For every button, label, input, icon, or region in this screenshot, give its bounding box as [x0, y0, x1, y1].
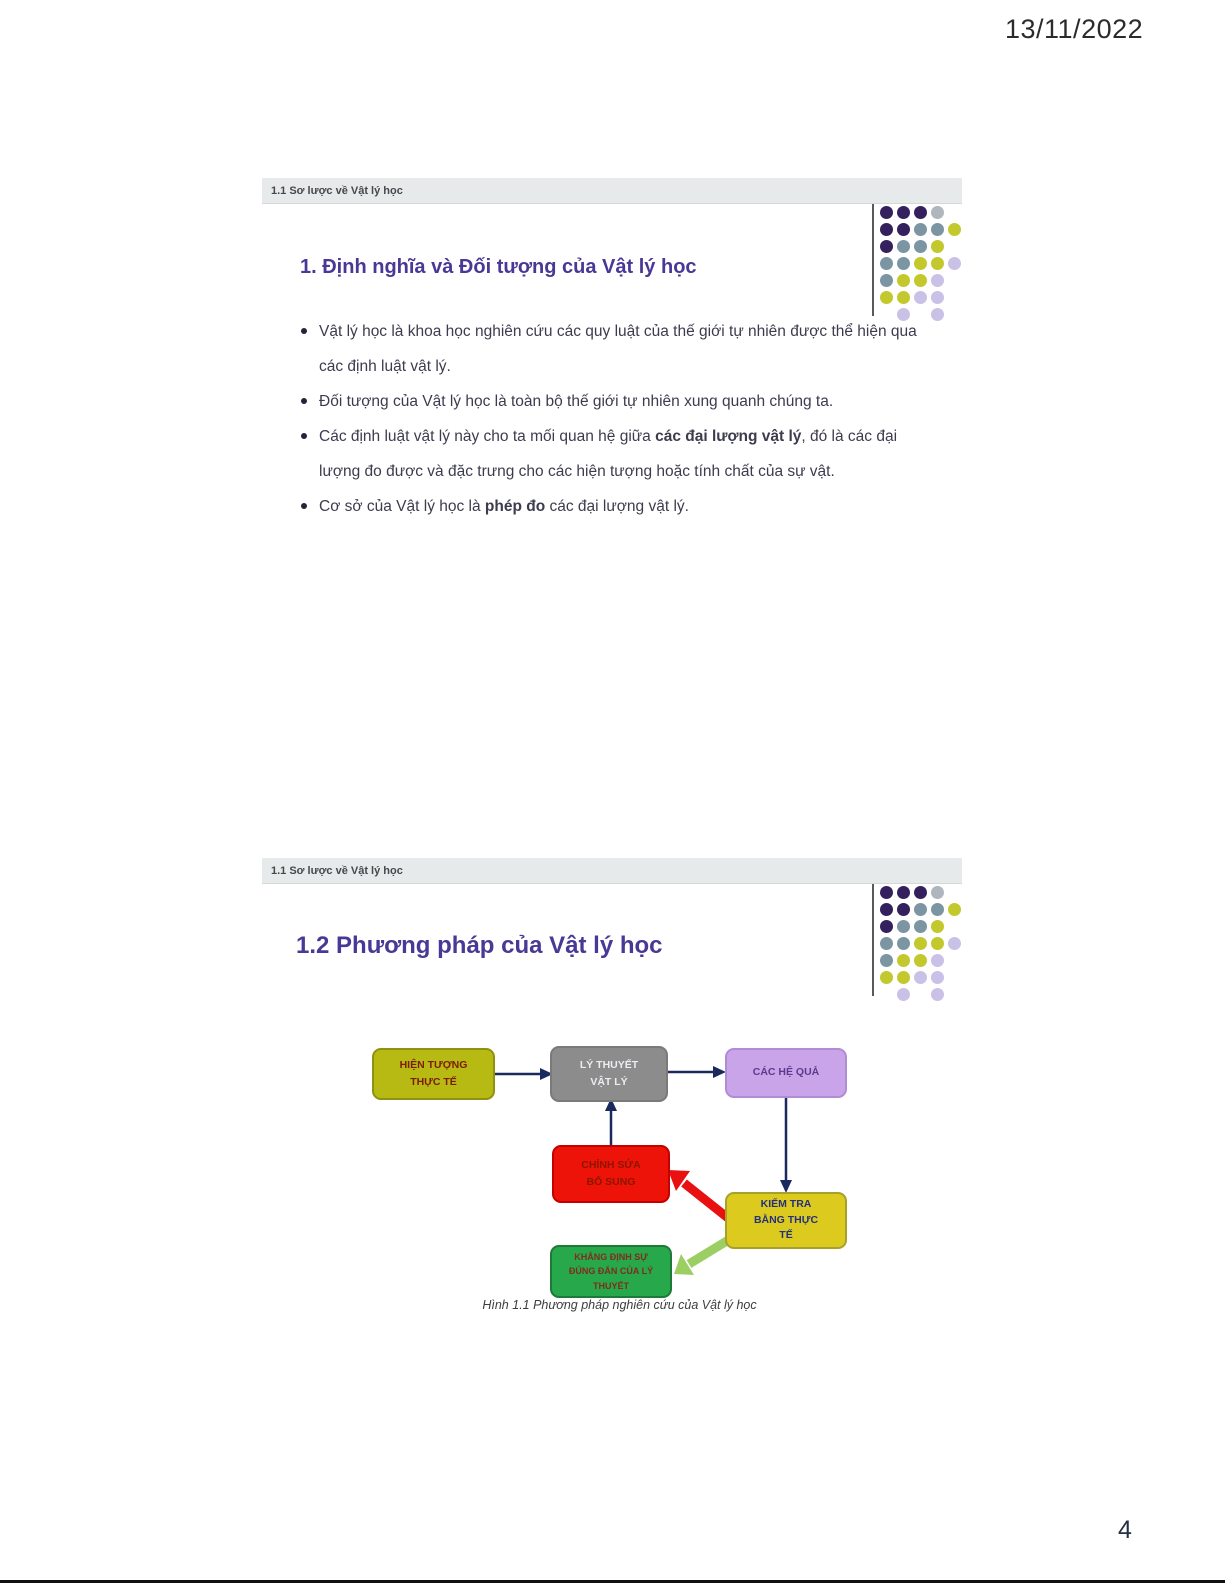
decoration-dot — [880, 206, 893, 219]
dot-grid — [880, 206, 965, 325]
decoration-dot — [897, 291, 910, 304]
decoration-dot — [914, 903, 927, 916]
decoration-dot — [931, 988, 944, 1001]
slide-1 — [262, 178, 962, 818]
slide-2-title: 1.2 Phương pháp của Vật lý học — [296, 932, 663, 959]
decoration-dot — [880, 223, 893, 236]
decoration-dot — [880, 954, 893, 967]
decoration-dot — [897, 937, 910, 950]
slide-1-header-text: 1.1 Sơ lược về Vật lý học — [271, 184, 403, 197]
decoration-dot — [948, 223, 961, 236]
bullet-marker — [301, 433, 307, 439]
decoration-dot — [931, 903, 944, 916]
decoration-dot — [897, 240, 910, 253]
decoration-dot — [897, 971, 910, 984]
flowchart-node-khang-dinh-ly-thuyet: KHẲNG ĐỊNH SỰ ĐÚNG ĐẮN CỦA LÝ THUYẾT — [550, 1245, 672, 1298]
slide-2-header-bar — [262, 858, 962, 884]
slide-1-decoration — [872, 204, 972, 324]
decoration-dot — [948, 903, 961, 916]
decoration-dot — [914, 971, 927, 984]
decoration-dot — [897, 954, 910, 967]
decoration-dot — [897, 274, 910, 287]
decoration-dot — [880, 903, 893, 916]
decoration-dot — [914, 223, 927, 236]
decoration-dot — [897, 988, 910, 1001]
bullet-item: Vật lý học là khoa học nghiên cứu các quy luật của thế giới tự nhiên được thể hiện qua các định luật vật lý. — [300, 314, 942, 384]
decoration-vertical-line — [872, 204, 874, 316]
decoration-dot — [931, 223, 944, 236]
decoration-dot — [897, 206, 910, 219]
decoration-dot — [897, 886, 910, 899]
slide-2 — [262, 858, 962, 1328]
decoration-dot — [880, 240, 893, 253]
bottom-rule — [0, 1580, 1225, 1583]
decoration-dot — [914, 206, 927, 219]
decoration-dot — [914, 257, 927, 270]
decoration-dot — [931, 291, 944, 304]
decoration-dot — [931, 240, 944, 253]
decoration-dot — [914, 920, 927, 933]
decoration-dot — [897, 257, 910, 270]
decoration-dot — [931, 971, 944, 984]
slide-1-title: 1. Định nghĩa và Đối tượng của Vật lý học — [300, 256, 697, 278]
bullet-list — [300, 314, 942, 524]
decoration-dot — [931, 954, 944, 967]
decoration-dot — [931, 274, 944, 287]
decoration-dot — [931, 206, 944, 219]
flowchart-node-kiem-tra-bang-thuc-te: KIỂM TRA BẰNG THỰC TẾ — [725, 1192, 847, 1249]
decoration-dot — [914, 240, 927, 253]
decoration-dot — [897, 920, 910, 933]
decoration-dot — [914, 274, 927, 287]
decoration-dot — [931, 886, 944, 899]
decoration-dot — [914, 937, 927, 950]
bullet-item: Cơ sở của Vật lý học là phép đo các đại lượng vật lý. — [300, 489, 942, 524]
bullet-item: Đối tượng của Vật lý học là toàn bộ thế giới tự nhiên xung quanh chúng ta. — [300, 384, 942, 419]
figure-caption: Hình 1.1 Phương pháp nghiên cứu của Vật lý học — [482, 1298, 757, 1312]
flowchart-node-cac-he-qua: CÁC HỆ QUẢ — [725, 1048, 847, 1098]
decoration-dot — [880, 291, 893, 304]
decoration-dot — [880, 274, 893, 287]
dot-grid — [880, 886, 965, 1005]
bullet-marker — [301, 398, 307, 404]
bullet-marker — [301, 328, 307, 334]
decoration-dot — [914, 886, 927, 899]
decoration-dot — [931, 920, 944, 933]
decoration-dot — [880, 886, 893, 899]
slide-1-header-bar — [262, 178, 962, 204]
date-stamp: 13/11/2022 — [1005, 14, 1144, 44]
decoration-dot — [948, 937, 961, 950]
flowchart-node-hien-tuong-thuc-te: HIỆN TƯỢNG THỰC TẾ — [372, 1048, 495, 1100]
decoration-dot — [914, 954, 927, 967]
decoration-dot — [880, 920, 893, 933]
decoration-dot — [880, 257, 893, 270]
decoration-dot — [948, 257, 961, 270]
decoration-vertical-line — [872, 884, 874, 996]
decoration-dot — [931, 937, 944, 950]
slide-2-decoration — [872, 884, 972, 1004]
bullet-item: Các định luật vật lý này cho ta mối quan hệ giữa các đại lượng vật lý, đó là các đại lượng đo được và đặc trưng cho các hiện tượng hoặc tính chất của sự vật. — [300, 419, 942, 489]
decoration-dot — [931, 257, 944, 270]
flowchart-node-chinh-sua-bo-sung: CHỈNH SỬA BỔ SUNG — [552, 1145, 670, 1203]
decoration-dot — [880, 971, 893, 984]
decoration-dot — [897, 903, 910, 916]
decoration-dot — [897, 223, 910, 236]
page-number: 4 — [1118, 1516, 1132, 1544]
flowchart-node-ly-thuyet-vat-ly: LÝ THUYẾT VẬT LÝ — [550, 1046, 668, 1102]
slide-2-header-text: 1.1 Sơ lược về Vật lý học — [271, 864, 403, 877]
decoration-dot — [914, 291, 927, 304]
decoration-dot — [880, 937, 893, 950]
bullet-marker — [301, 503, 307, 509]
